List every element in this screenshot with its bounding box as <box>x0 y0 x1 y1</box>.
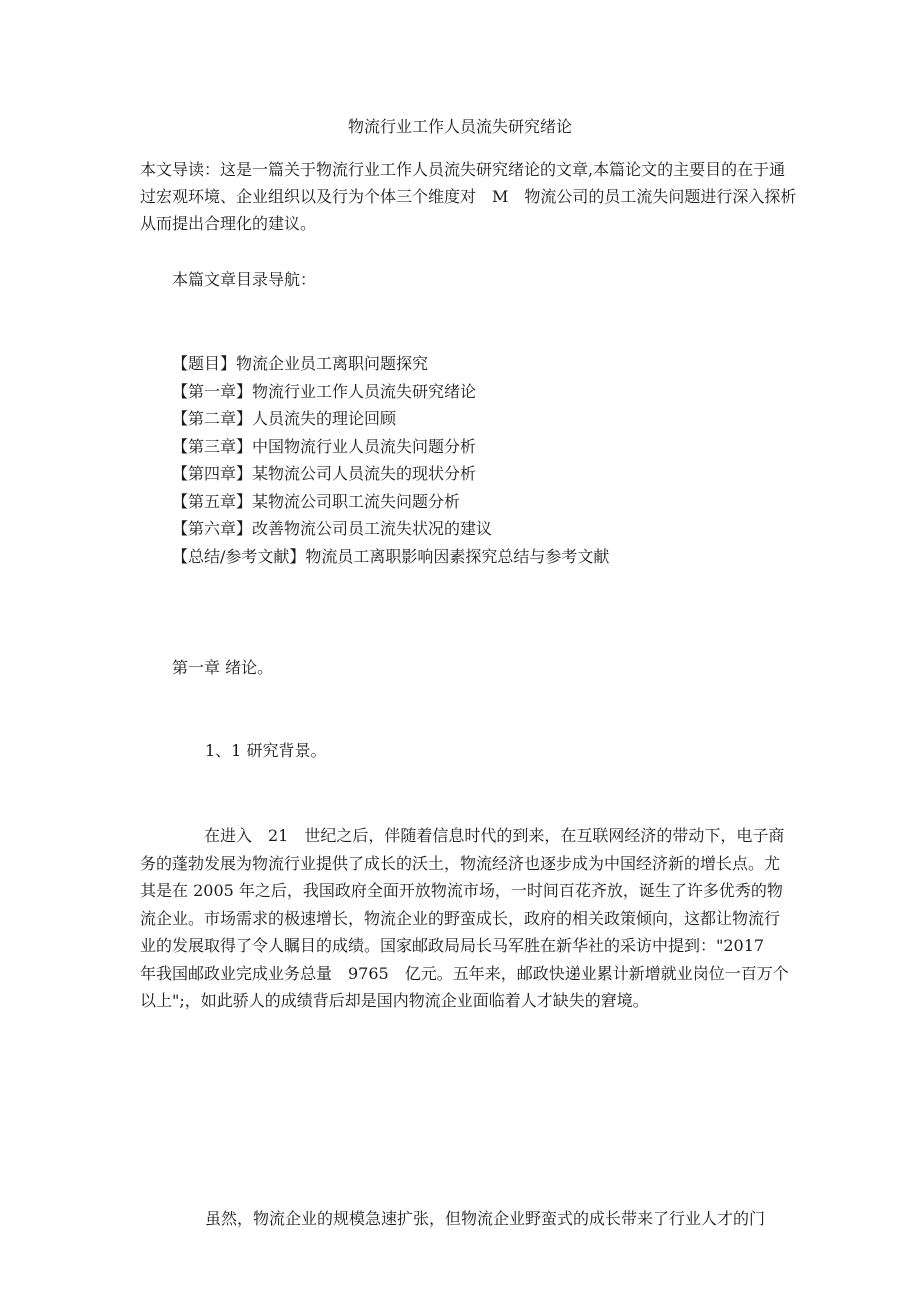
document-title: 物流行业工作人员流失研究绪论 <box>347 117 572 136</box>
toc-item-chapter-1[interactable]: 【第一章】物流行业工作人员流失研究绪论 <box>172 381 477 401</box>
table-of-contents <box>172 350 609 570</box>
toc-item-chapter-4[interactable]: 【第四章】某物流公司人员流失的现状分析 <box>172 464 477 483</box>
section-heading: 1、1 研究背景。 <box>205 741 327 760</box>
chapter-heading: 第一章 绪论。 <box>172 658 274 677</box>
toc-item-chapter-5[interactable]: 【第五章】某物流公司职工流失问题分析 <box>172 491 461 511</box>
body-paragraph-1: 在进入 21 世纪之后，伴随着信息时代的到来，在互联网经济的带动下，电子商务的蓬勃发展为物流行业提供了成长的沃土，物流经济也逐步成为中国经济新的增长点。尤其是在 2005 年之后，我国政府全面开放物流市场，一时间百花齐放，诞生了许多优秀的物流企业。市场需求的极速增长，物流企业的野蛮成长，政府的相关政策倾向，这都让物流行业的发展取得了令人瞩目的成绩。国家邮政局局长马军胜在新华社的采访中提到："2017 年我国邮政业完成业务总量 9765 亿元。五年来，邮政快递业累计新增就业岗位一百万个以上";，如此骄人的成绩背后却是国内物流企业面临着人才缺失的窘境。 <box>140 826 789 1010</box>
toc-item-chapter-2[interactable]: 【第二章】人员流失的理论回顾 <box>172 409 397 428</box>
toc-item-summary-references[interactable]: 【总结/参考文献】物流员工离职影响因素探究总结与参考文献 <box>172 546 610 566</box>
toc-item-chapter-6[interactable]: 【第六章】改善物流公司员工流失状况的建议 <box>172 519 493 538</box>
toc-item-chapter-3[interactable]: 【第三章】中国物流行业人员流失问题分析 <box>172 436 477 456</box>
toc-heading: 本篇文章目录导航： <box>172 270 317 289</box>
intro-paragraph: 本文导读：这是一篇关于物流行业工作人员流失研究绪论的文章,本篇论文的主要目的在于通过宏观环境、企业组织以及行为个体三个维度对 M 物流公司的员工流失问题进行深入探析从而提出合理化的建议。 <box>140 160 797 233</box>
body-paragraph-2: 虽然，物流企业的规模急速扩张，但物流企业野蛮式的成长带来了行业人才的门 <box>205 1209 766 1228</box>
toc-item-title[interactable]: 【题目】物流企业员工离职问题探究 <box>172 354 429 373</box>
